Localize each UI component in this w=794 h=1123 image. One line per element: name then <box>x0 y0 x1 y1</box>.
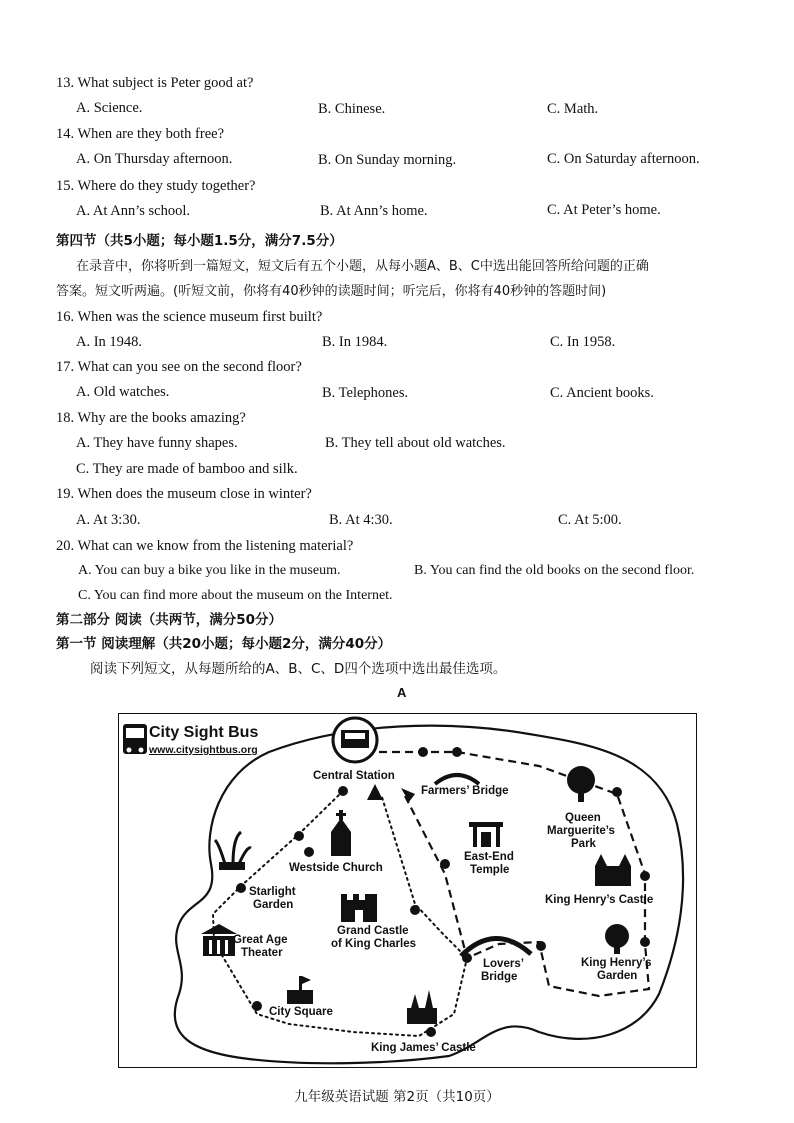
label-henry-garden-2: Garden <box>597 970 638 982</box>
tree-icon-henry-garden <box>605 924 629 954</box>
q20-option-b: B. You can find the old books on the second floor. <box>414 563 695 578</box>
q13-option-c: C. Math. <box>547 101 599 117</box>
q16-option-c: C. In 1958. <box>550 334 616 350</box>
q20-option-a: A. You can buy a bike you like in the museum. <box>78 563 341 578</box>
label-grand-castle-1: Grand Castle <box>337 925 409 937</box>
label-central-station: Central Station <box>313 770 395 782</box>
bridge-icon-farmers <box>435 775 479 784</box>
label-henry-castle: King Henry’s Castle <box>545 894 654 906</box>
section-4-heading: 第四节（共5小题；每小题1.5分，满分7.5分） <box>56 233 343 249</box>
question-18: 18. Why are the books amazing? <box>56 410 246 426</box>
label-great-age-1: Great Age <box>233 934 288 946</box>
question-14: 14. When are they both free? <box>56 126 225 142</box>
q15-option-a: A. At Ann’s school. <box>76 203 190 219</box>
question-15: 15. Where do they study together? <box>56 178 256 194</box>
castle-icon-henry <box>595 854 631 886</box>
tree-icon-queen-park <box>567 766 595 802</box>
q17-option-b: B. Telephones. <box>322 385 409 401</box>
q20-option-c: C. You can find more about the museum on the Internet. <box>78 588 393 603</box>
section-4-instruction-line-1: 在录音中，你将听到一篇短文，短文后有五个小题，从每小题A、B、C中选出能回答所给问题的正确 <box>76 259 649 274</box>
q14-option-b: B. On Sunday morning. <box>318 152 457 168</box>
q19-option-c: C. At 5:00. <box>558 512 622 528</box>
label-farmers-bridge: Farmers’ Bridge <box>421 785 509 797</box>
q19-option-a: A. At 3:30. <box>76 512 141 528</box>
train-icon <box>333 718 377 762</box>
label-lovers-1: Lovers’ <box>483 958 524 970</box>
theater-icon <box>201 924 237 956</box>
question-19: 19. When does the museum close in winter? <box>56 486 312 502</box>
question-13: 13. What subject is Peter good at? <box>56 75 254 91</box>
castle-icon-grand <box>341 894 377 922</box>
label-starlight-1: Starlight <box>249 886 296 898</box>
question-16: 16. When was the science museum first built? <box>56 309 323 325</box>
question-20: 20. What can we know from the listening material? <box>56 538 354 554</box>
label-starlight-2: Garden <box>253 899 294 911</box>
q14-option-c: C. On Saturday afternoon. <box>547 151 700 167</box>
q16-option-b: B. In 1984. <box>322 334 388 350</box>
label-henry-garden-1: King Henry’s <box>581 957 652 969</box>
castle-icon-james <box>407 990 437 1024</box>
q17-option-a: A. Old watches. <box>76 384 170 400</box>
q15-option-c: C. At Peter’s home. <box>547 202 661 218</box>
q17-option-c: C. Ancient books. <box>550 385 654 401</box>
label-east-end-2: Temple <box>470 864 510 876</box>
q19-option-b: B. At 4:30. <box>329 512 393 528</box>
page-footer: 九年级英语试题 第2页（共10页） <box>294 1089 500 1105</box>
reading-instruction: 阅读下列短文，从每题所给的A、B、C、D四个选项中选出最佳选项。 <box>90 661 507 677</box>
section-1-heading: 第一节 阅读理解（共20小题；每小题2分，满分40分） <box>56 636 392 652</box>
q16-option-a: A. In 1948. <box>76 334 143 350</box>
label-grand-castle-2: of King Charles <box>331 938 416 950</box>
arrow-up-marker <box>367 784 383 800</box>
q18-option-b: B. They tell about old watches. <box>325 435 506 451</box>
map-url: www.citysightbus.org <box>149 744 258 756</box>
q13-option-b: B. Chinese. <box>318 101 386 117</box>
section-4-instruction-line-2: 答案。短文听两遍。(听短文前，你将有40秒钟的读题时间；听完后，你将有40秒钟的答题时间) <box>56 284 607 299</box>
city-sight-bus-map <box>118 713 697 1068</box>
label-east-end-1: East-End <box>464 851 514 863</box>
bus-icon <box>123 724 147 754</box>
temple-icon <box>469 822 503 847</box>
arrow-left-marker <box>401 788 415 802</box>
bridge-icon-lovers <box>461 938 531 956</box>
question-17: 17. What can you see on the second floor? <box>56 359 302 375</box>
city-square-icon <box>287 976 313 1004</box>
q18-option-c: C. They are made of bamboo and silk. <box>76 461 298 477</box>
route-map-graphic <box>119 714 698 1069</box>
plant-icon-starlight <box>215 832 251 870</box>
part-2-heading: 第二部分 阅读（共两节，满分50分） <box>56 612 282 628</box>
label-queen-park-3: Park <box>571 838 596 850</box>
label-lovers-2: Bridge <box>481 971 518 983</box>
q14-option-a: A. On Thursday afternoon. <box>76 151 233 167</box>
label-westside-church: Westside Church <box>289 862 383 874</box>
q18-option-a: A. They have funny shapes. <box>76 435 238 451</box>
passage-label: A <box>397 685 407 700</box>
map-title: City Sight Bus <box>149 724 259 741</box>
label-king-james-castle: King James’ Castle <box>371 1042 476 1054</box>
q15-option-b: B. At Ann’s home. <box>320 203 428 219</box>
label-queen-park-1: Queen <box>565 812 601 824</box>
label-city-square: City Square <box>269 1006 333 1018</box>
label-queen-park-2: Marguerite’s <box>547 825 615 837</box>
q13-option-a: A. Science. <box>76 100 143 116</box>
label-great-age-2: Theater <box>241 947 283 959</box>
church-icon <box>331 810 351 856</box>
